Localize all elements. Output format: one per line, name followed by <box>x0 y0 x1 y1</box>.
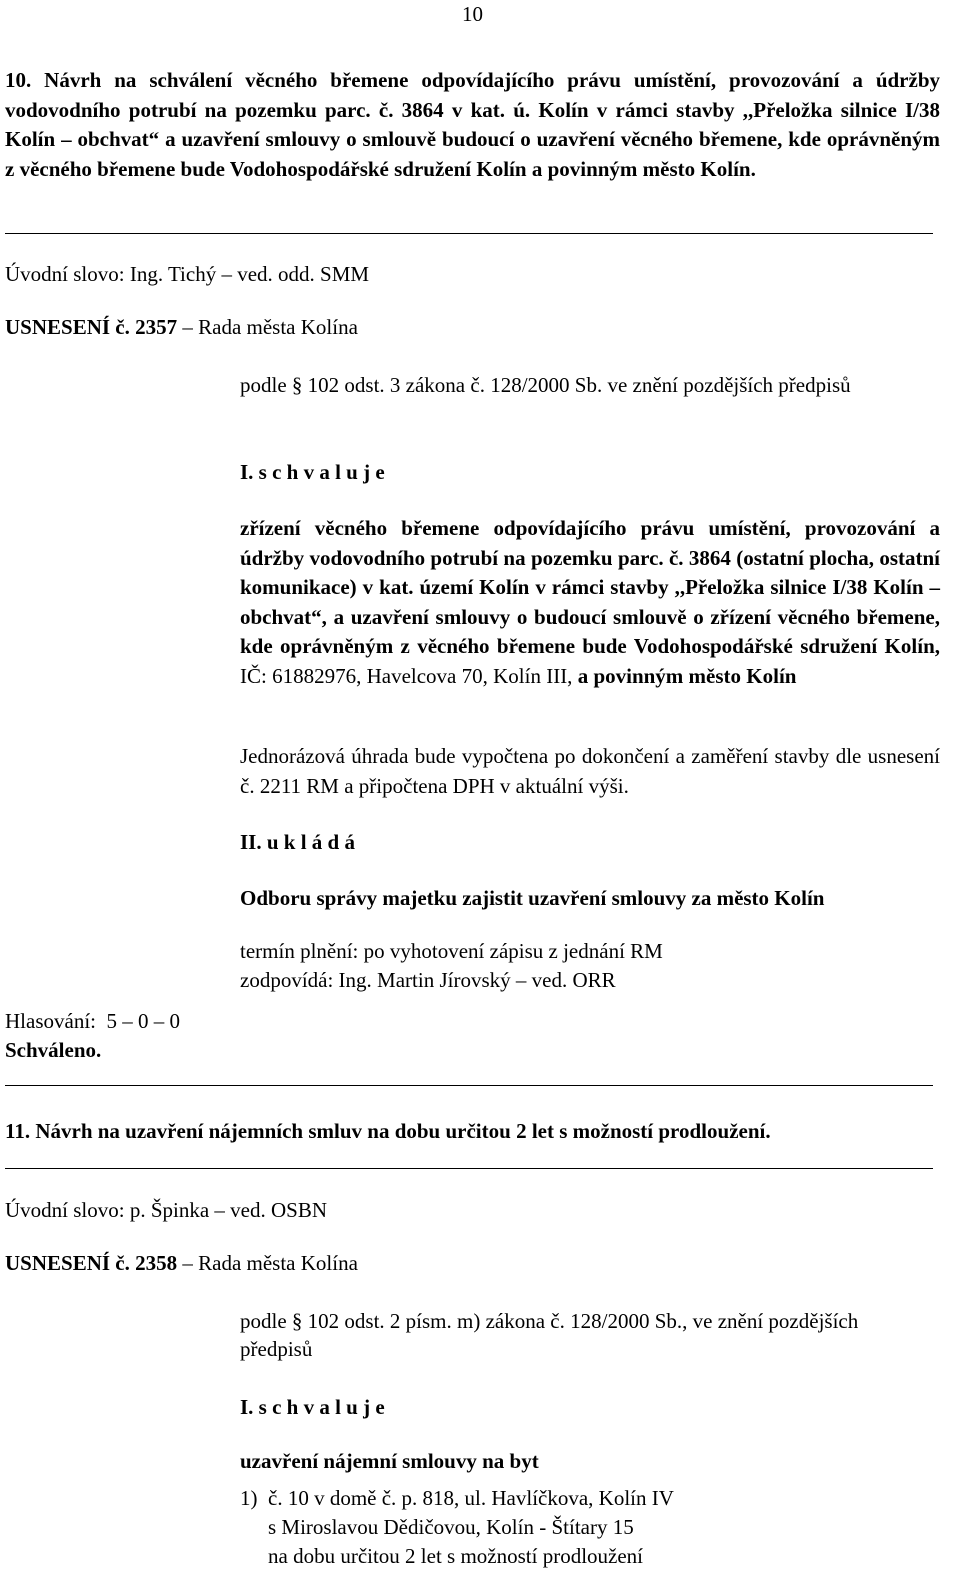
list-item-line: č. 10 v domě č. p. 818, ul. Havlíčkova, Kolín IV <box>268 1486 674 1510</box>
list-item-line: na dobu určitou 2 let s možností prodloužení <box>268 1544 644 1568</box>
separator-line <box>5 1168 933 1169</box>
item-10-result: Schváleno. <box>5 1038 102 1062</box>
point-1-plain-text: IČ: 61882976, Havelcova 70, Kolín III, <box>240 663 573 688</box>
item-10-responsible: zodpovídá: Ing. Martin Jírovský – ved. ORR <box>240 968 616 992</box>
point-1-bold-text-2: a povinným město Kolín <box>572 663 797 688</box>
item-10-resolution-heading <box>5 313 358 341</box>
separator-line <box>5 233 933 234</box>
item-11-resolution-heading <box>5 1249 358 1277</box>
item-10-point-1-text <box>240 514 940 691</box>
list-item-number: 1) <box>240 1486 258 1510</box>
item-10-point-2-label: II. u k l á d á <box>240 830 355 854</box>
item-11-point-1-title: uzavření nájemní smlouvy na byt <box>240 1449 539 1473</box>
separator-line <box>5 1085 933 1086</box>
item-10-point-1-note: Jednorázová úhrada bude vypočtena po dokončení a zaměření stavby dle usnesení č. 2211 RM a připočtena DPH v aktuální výši. <box>240 744 940 798</box>
point-1-bold-text: zřízení věcného břemene odpovídajícího právu umístění, provozování a údržby vodovodního potrubí na pozemku parc. č. 3864 (ostatní plocha, ostatní komunikace) v kat. území Kolín v rámci stavby ,,Přeložka silnice I/38 Kolín – obchvat“, a uzavření smlouvy o budoucí smlouvě o zřízení věcného břemene, kde oprávněným z věcného břemene bude Vodohospodářské sdružení Kolín, <box>240 516 940 658</box>
item-10-legal-basis: podle § 102 odst. 3 zákona č. 128/2000 Sb. ve znění pozdějších předpisů <box>240 373 851 397</box>
list-item-line: s Miroslavou Dědičovou, Kolín - Štítary 15 <box>268 1515 634 1539</box>
resolution-number: USNESENÍ č. 2358 <box>5 1251 178 1275</box>
item-11-heading: 11. Návrh na uzavření nájemních smluv na dobu určitou 2 let s možností prodloužení. <box>5 1119 771 1143</box>
item-10-point-2-text: Odboru správy majetku zajistit uzavření smlouvy za město Kolín <box>240 886 825 910</box>
item-10-vote: Hlasování: 5 – 0 – 0 <box>5 1009 180 1033</box>
resolution-body: – Rada města Kolína <box>177 1251 358 1275</box>
page-number: 10 <box>462 2 483 26</box>
resolution-number: USNESENÍ č. 2357 <box>5 315 178 339</box>
item-10-point-1-label: I. s c h v a l u j e <box>240 460 385 484</box>
item-10-deadline: termín plnění: po vyhotovení zápisu z jednání RM <box>240 939 663 963</box>
item-10-heading: 10. Návrh na schválení věcného břemene odpovídajícího právu umístění, provozování a údržby vodovodního potrubí na pozemku parc. č. 3864 v kat. ú. Kolín v rámci stavby ,,Přeložka silnice I/38 Kolín – obchvat“ a uzavření smlouvy o smlouvě budoucí o uzavření věcného břemene, kde oprávněným z věcného břemene bude Vodohospodářské sdružení Kolín a povinným město Kolín. <box>5 68 940 181</box>
item-11-point-1-label: I. s c h v a l u j e <box>240 1395 385 1419</box>
item-11-intro-speaker: Úvodní slovo: p. Špinka – ved. OSBN <box>5 1198 328 1222</box>
item-11-legal-basis: podle § 102 odst. 2 písm. m) zákona č. 128/2000 Sb., ve znění pozdějších předpisů <box>240 1309 859 1361</box>
item-10-intro-speaker: Úvodní slovo: Ing. Tichý – ved. odd. SMM <box>5 262 370 286</box>
resolution-body: – Rada města Kolína <box>177 315 358 339</box>
